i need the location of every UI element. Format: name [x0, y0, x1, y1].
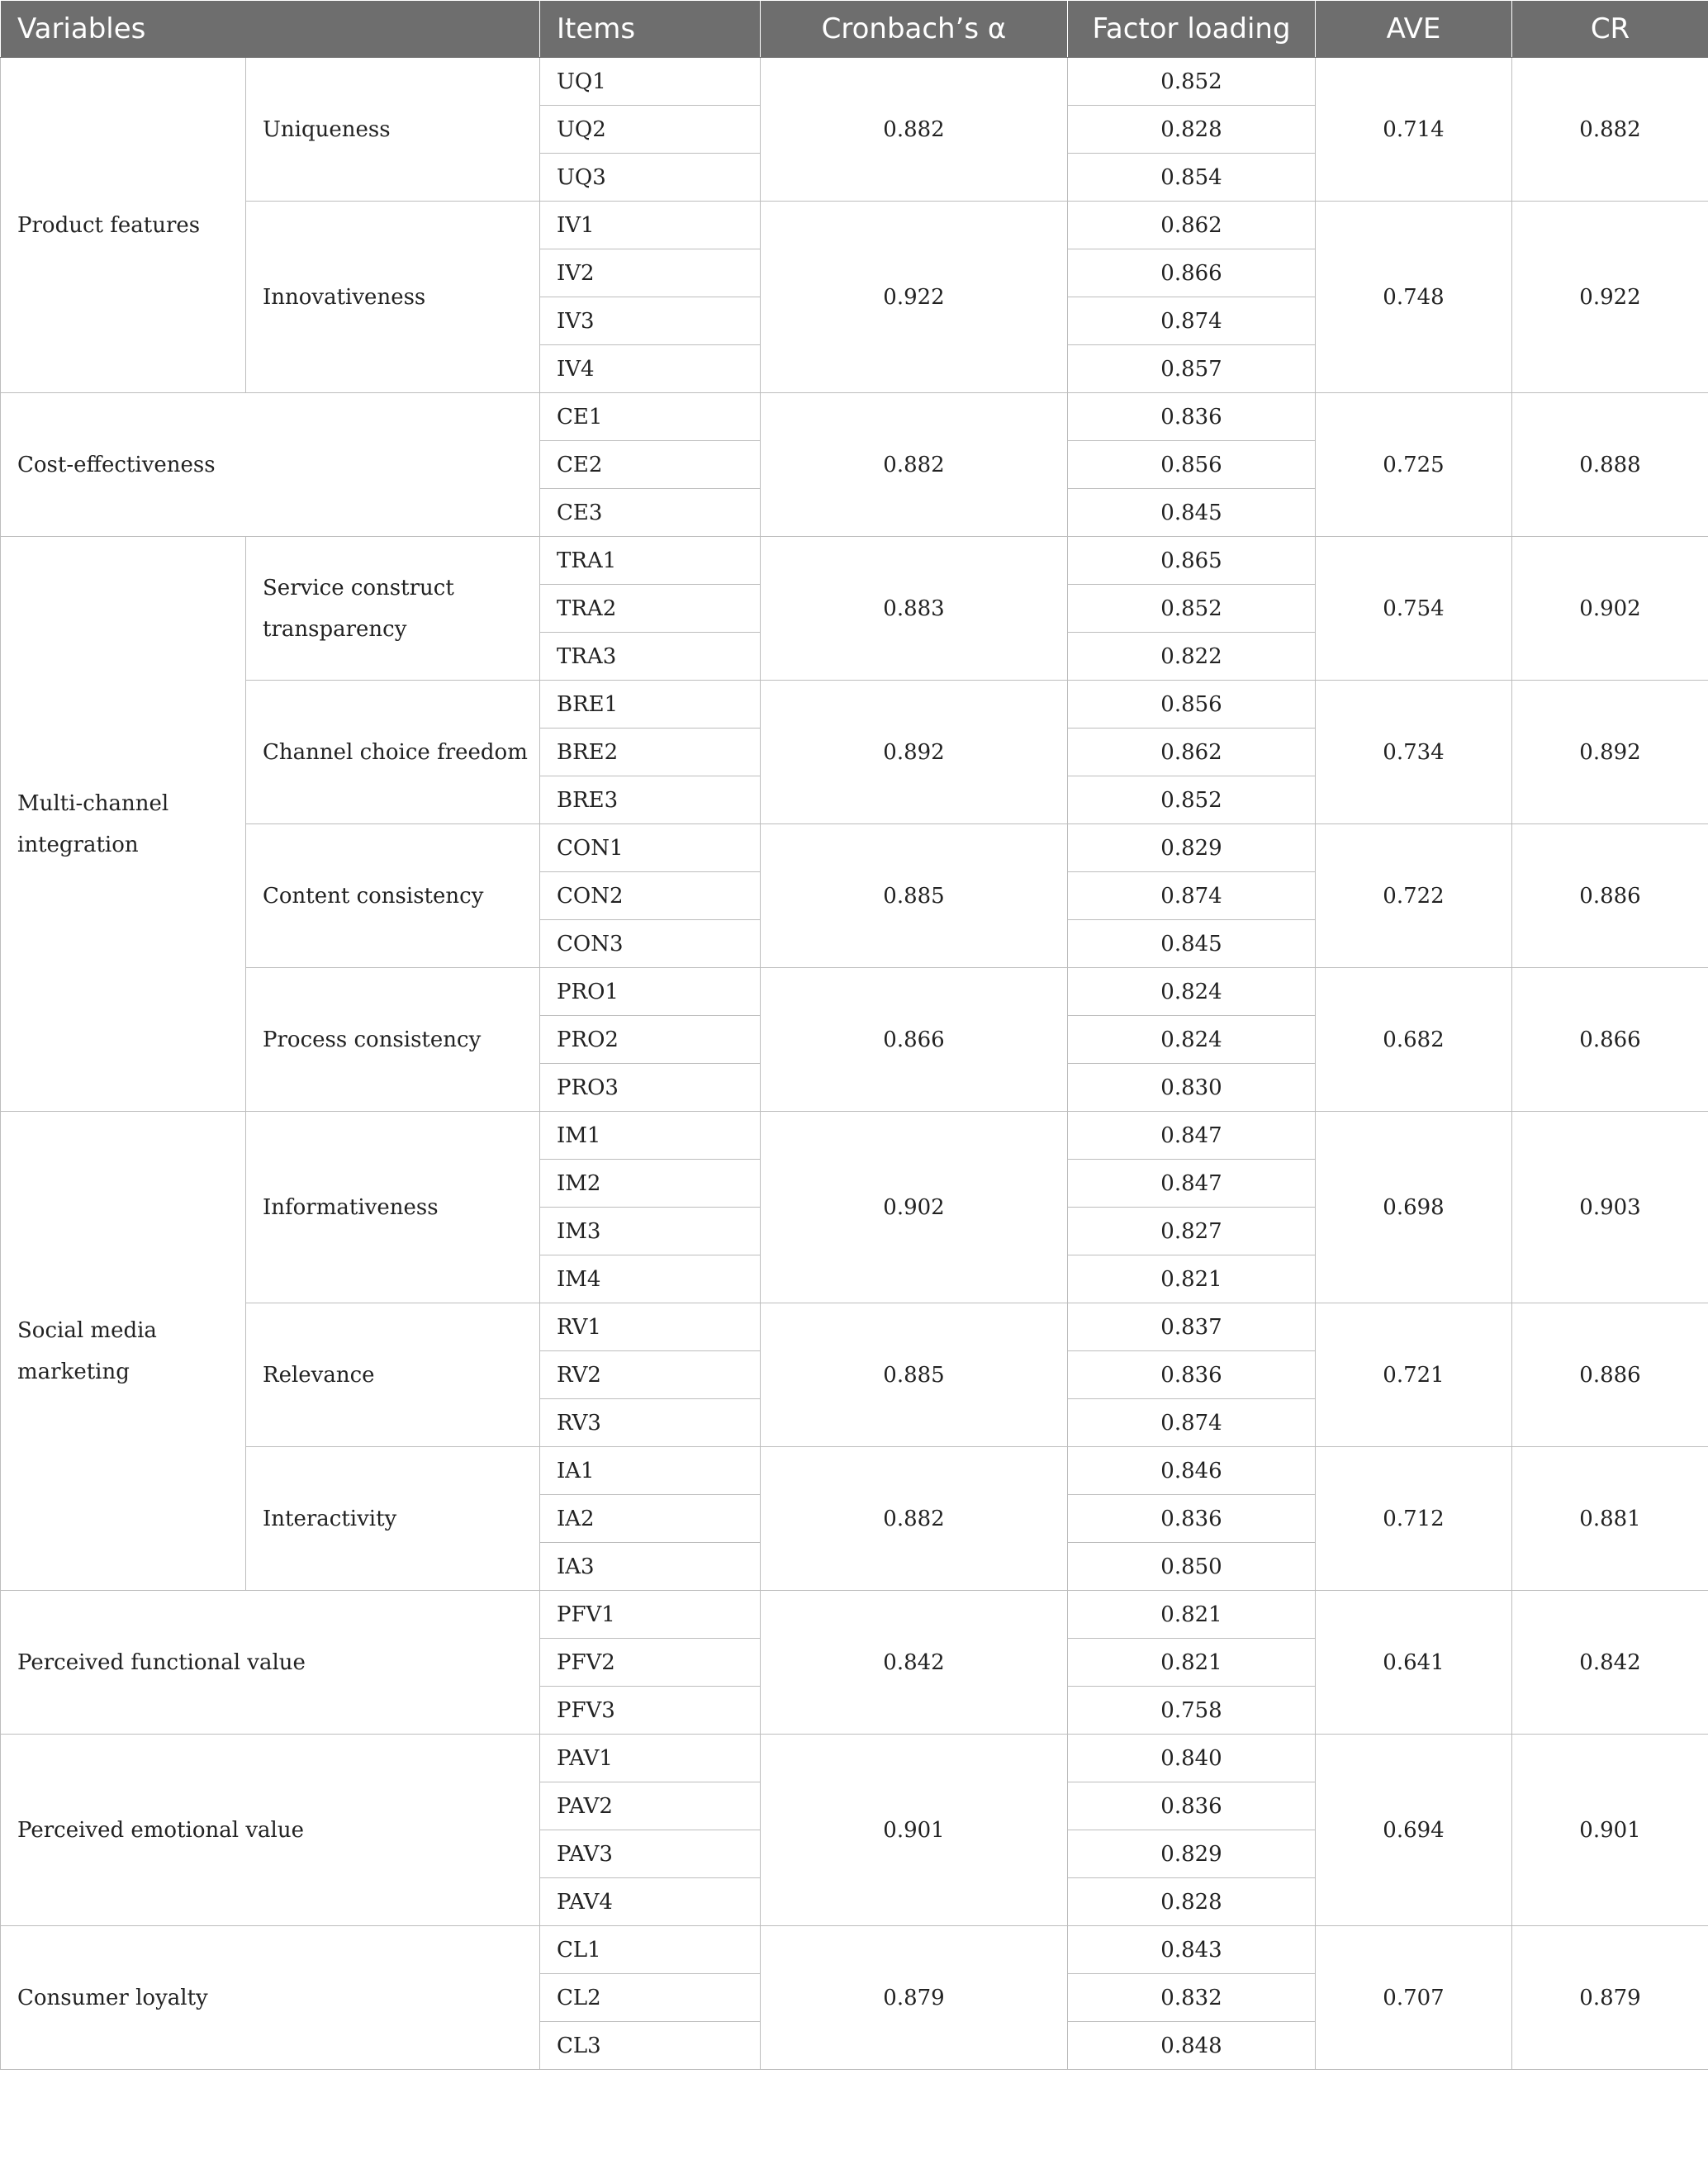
cr-cell: 0.903	[1512, 1112, 1708, 1303]
ave-cell: 0.698	[1316, 1112, 1512, 1303]
factor-loading-cell: 0.821	[1068, 1639, 1316, 1687]
cr-cell: 0.922	[1512, 202, 1708, 393]
variable-cell: Social media marketing	[1, 1112, 246, 1591]
table-row	[1, 1303, 1708, 1351]
item-code-cell: CE2	[540, 441, 761, 489]
factor-loading-cell: 0.850	[1068, 1543, 1316, 1591]
cronbach-alpha-cell: 0.885	[761, 1303, 1068, 1447]
factor-loading-cell: 0.836	[1068, 1495, 1316, 1543]
header-ave: AVE	[1316, 1, 1512, 58]
item-code-cell: CL3	[540, 2022, 761, 2070]
factor-loading-cell: 0.829	[1068, 1830, 1316, 1878]
item-code-cell: IM4	[540, 1255, 761, 1303]
factor-loading-cell: 0.843	[1068, 1926, 1316, 1974]
header-row	[1, 1, 1708, 58]
header-cronbach-alpha: Cronbach’s α	[761, 1, 1068, 58]
item-code-cell: CE1	[540, 393, 761, 441]
table-row	[1, 1926, 1708, 1974]
item-code-cell: PRO2	[540, 1016, 761, 1064]
item-code-cell: UQ2	[540, 106, 761, 154]
cr-cell: 0.866	[1512, 968, 1708, 1112]
item-code-cell: PAV4	[540, 1878, 761, 1926]
table-row	[1, 824, 1708, 872]
ave-cell: 0.734	[1316, 681, 1512, 824]
factor-loading-cell: 0.758	[1068, 1687, 1316, 1735]
item-code-cell: IV4	[540, 345, 761, 393]
cr-cell: 0.888	[1512, 393, 1708, 537]
item-code-cell: CON2	[540, 872, 761, 920]
cr-cell: 0.882	[1512, 58, 1708, 202]
header-cr: CR	[1512, 1, 1708, 58]
item-code-cell: BRE3	[540, 776, 761, 824]
cronbach-alpha-cell: 0.883	[761, 537, 1068, 681]
table-row	[1, 393, 1708, 441]
factor-loading-cell: 0.854	[1068, 154, 1316, 202]
item-code-cell: PFV2	[540, 1639, 761, 1687]
dimension-cell: Innovativeness	[246, 202, 540, 393]
variable-cell: Perceived emotional value	[1, 1735, 540, 1926]
dimension-cell: Process consistency	[246, 968, 540, 1112]
item-code-cell: PFV1	[540, 1591, 761, 1639]
factor-loading-cell: 0.845	[1068, 920, 1316, 968]
variable-cell: Consumer loyalty	[1, 1926, 540, 2070]
item-code-cell: TRA2	[540, 585, 761, 633]
cr-cell: 0.901	[1512, 1735, 1708, 1926]
item-code-cell: PRO1	[540, 968, 761, 1016]
factor-loading-cell: 0.852	[1068, 585, 1316, 633]
factor-loading-cell: 0.856	[1068, 681, 1316, 729]
table-row	[1, 58, 1708, 106]
factor-loading-cell: 0.836	[1068, 1351, 1316, 1399]
table-row	[1, 681, 1708, 729]
ave-cell: 0.694	[1316, 1735, 1512, 1926]
table-row	[1, 1591, 1708, 1639]
variable-cell: Product features	[1, 58, 246, 393]
header-variables: Variables	[1, 1, 540, 58]
factor-loading-cell: 0.836	[1068, 393, 1316, 441]
variable-cell: Multi-channel integration	[1, 537, 246, 1112]
table-body	[1, 58, 1708, 2070]
item-code-cell: PRO3	[540, 1064, 761, 1112]
cronbach-alpha-cell: 0.842	[761, 1591, 1068, 1735]
ave-cell: 0.748	[1316, 202, 1512, 393]
factor-loading-cell: 0.848	[1068, 2022, 1316, 2070]
ave-cell: 0.754	[1316, 537, 1512, 681]
item-code-cell: PAV1	[540, 1735, 761, 1782]
item-code-cell: IM2	[540, 1160, 761, 1208]
cronbach-alpha-cell: 0.885	[761, 824, 1068, 968]
factor-loading-cell: 0.874	[1068, 297, 1316, 345]
item-code-cell: CL2	[540, 1974, 761, 2022]
factor-loading-cell: 0.840	[1068, 1735, 1316, 1782]
table-row	[1, 968, 1708, 1016]
variable-cell: Perceived functional value	[1, 1591, 540, 1735]
factor-loading-cell: 0.845	[1068, 489, 1316, 537]
table-row	[1, 1447, 1708, 1495]
item-code-cell: IV1	[540, 202, 761, 249]
item-code-cell: RV2	[540, 1351, 761, 1399]
factor-loading-cell: 0.852	[1068, 776, 1316, 824]
item-code-cell: IM3	[540, 1208, 761, 1255]
item-code-cell: RV1	[540, 1303, 761, 1351]
factor-loading-cell: 0.832	[1068, 1974, 1316, 2022]
factor-loading-cell: 0.824	[1068, 968, 1316, 1016]
cr-cell: 0.886	[1512, 824, 1708, 968]
table-row	[1, 1735, 1708, 1782]
ave-cell: 0.714	[1316, 58, 1512, 202]
factor-loading-cell: 0.821	[1068, 1255, 1316, 1303]
factor-loading-cell: 0.827	[1068, 1208, 1316, 1255]
item-code-cell: PAV3	[540, 1830, 761, 1878]
factor-loading-cell: 0.836	[1068, 1782, 1316, 1830]
item-code-cell: IM1	[540, 1112, 761, 1160]
factor-loading-cell: 0.857	[1068, 345, 1316, 393]
factor-loading-cell: 0.862	[1068, 729, 1316, 776]
cronbach-alpha-cell: 0.882	[761, 393, 1068, 537]
item-code-cell: PFV3	[540, 1687, 761, 1735]
item-code-cell: UQ3	[540, 154, 761, 202]
item-code-cell: IV2	[540, 249, 761, 297]
item-code-cell: UQ1	[540, 58, 761, 106]
factor-loading-cell: 0.852	[1068, 58, 1316, 106]
factor-loading-cell: 0.846	[1068, 1447, 1316, 1495]
item-code-cell: CON1	[540, 824, 761, 872]
cronbach-alpha-cell: 0.901	[761, 1735, 1068, 1926]
item-code-cell: IV3	[540, 297, 761, 345]
cr-cell: 0.879	[1512, 1926, 1708, 2070]
item-code-cell: IA2	[540, 1495, 761, 1543]
factor-loading-cell: 0.847	[1068, 1160, 1316, 1208]
dimension-cell: Content consistency	[246, 824, 540, 968]
cr-cell: 0.902	[1512, 537, 1708, 681]
ave-cell: 0.641	[1316, 1591, 1512, 1735]
item-code-cell: CON3	[540, 920, 761, 968]
item-code-cell: TRA1	[540, 537, 761, 585]
dimension-cell: Uniqueness	[246, 58, 540, 202]
item-code-cell: IA3	[540, 1543, 761, 1591]
cronbach-alpha-cell: 0.879	[761, 1926, 1068, 2070]
cronbach-alpha-cell: 0.866	[761, 968, 1068, 1112]
factor-loading-cell: 0.865	[1068, 537, 1316, 585]
factor-loading-cell: 0.847	[1068, 1112, 1316, 1160]
dimension-cell: Service construct transparency	[246, 537, 540, 681]
factor-loading-cell: 0.822	[1068, 633, 1316, 681]
table-row	[1, 1112, 1708, 1160]
factor-loading-cell: 0.874	[1068, 872, 1316, 920]
dimension-cell: Channel choice freedom	[246, 681, 540, 824]
item-code-cell: CL1	[540, 1926, 761, 1974]
item-code-cell: BRE1	[540, 681, 761, 729]
factor-loading-cell: 0.828	[1068, 106, 1316, 154]
item-code-cell: TRA3	[540, 633, 761, 681]
table-row	[1, 537, 1708, 585]
ave-cell: 0.707	[1316, 1926, 1512, 2070]
header-items: Items	[540, 1, 761, 58]
dimension-cell: Interactivity	[246, 1447, 540, 1591]
cronbach-alpha-cell: 0.882	[761, 58, 1068, 202]
factor-loading-cell: 0.824	[1068, 1016, 1316, 1064]
ave-cell: 0.721	[1316, 1303, 1512, 1447]
factor-loading-cell: 0.830	[1068, 1064, 1316, 1112]
factor-loading-cell: 0.874	[1068, 1399, 1316, 1447]
item-code-cell: PAV2	[540, 1782, 761, 1830]
cr-cell: 0.842	[1512, 1591, 1708, 1735]
ave-cell: 0.682	[1316, 968, 1512, 1112]
cr-cell: 0.881	[1512, 1447, 1708, 1591]
item-code-cell: RV3	[540, 1399, 761, 1447]
header-factor-loading: Factor loading	[1068, 1, 1316, 58]
cr-cell: 0.892	[1512, 681, 1708, 824]
factor-loading-cell: 0.821	[1068, 1591, 1316, 1639]
dimension-cell: Relevance	[246, 1303, 540, 1447]
item-code-cell: BRE2	[540, 729, 761, 776]
factor-loading-cell: 0.828	[1068, 1878, 1316, 1926]
dimension-cell: Informativeness	[246, 1112, 540, 1303]
factor-loading-cell: 0.837	[1068, 1303, 1316, 1351]
table-row	[1, 202, 1708, 249]
factor-loading-cell: 0.856	[1068, 441, 1316, 489]
factor-loading-cell: 0.862	[1068, 202, 1316, 249]
ave-cell: 0.712	[1316, 1447, 1512, 1591]
ave-cell: 0.725	[1316, 393, 1512, 537]
item-code-cell: IA1	[540, 1447, 761, 1495]
table-header	[1, 1, 1708, 58]
variable-cell: Cost-effectiveness	[1, 393, 540, 537]
cronbach-alpha-cell: 0.892	[761, 681, 1068, 824]
factor-loading-cell: 0.866	[1068, 249, 1316, 297]
cronbach-alpha-cell: 0.902	[761, 1112, 1068, 1303]
cronbach-alpha-cell: 0.922	[761, 202, 1068, 393]
item-code-cell: CE3	[540, 489, 761, 537]
ave-cell: 0.722	[1316, 824, 1512, 968]
cronbach-alpha-cell: 0.882	[761, 1447, 1068, 1591]
factor-loading-cell: 0.829	[1068, 824, 1316, 872]
cr-cell: 0.886	[1512, 1303, 1708, 1447]
